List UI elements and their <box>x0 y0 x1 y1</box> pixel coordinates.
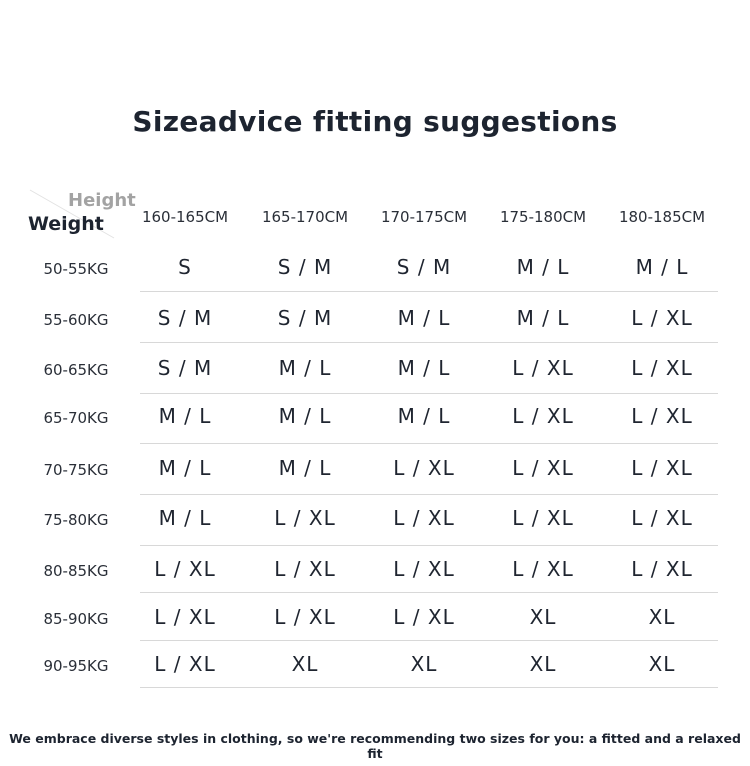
row-header-weight: 50-55KG <box>43 260 109 278</box>
row-header-weight: 80-85KG <box>43 562 109 580</box>
column-header-height: 165-170CM <box>261 208 349 226</box>
size-cell: M / L <box>278 356 332 380</box>
size-cell: L / XL <box>154 605 216 629</box>
size-cell: L / XL <box>631 404 693 428</box>
table-corner-header <box>28 186 138 240</box>
size-cell: M / L <box>397 306 451 330</box>
size-cell: L / XL <box>631 306 693 330</box>
row-divider <box>140 640 718 641</box>
row-divider <box>140 443 718 444</box>
row-divider <box>140 687 718 688</box>
size-cell: M / L <box>397 404 451 428</box>
size-cell: L / XL <box>393 605 455 629</box>
size-cell: XL <box>648 605 676 629</box>
size-cell: L / XL <box>393 506 455 530</box>
size-cell: L / XL <box>393 456 455 480</box>
size-cell: L / XL <box>154 652 216 676</box>
row-header-weight: 90-95KG <box>43 657 109 675</box>
row-divider <box>140 494 718 495</box>
size-cell: XL <box>529 605 557 629</box>
size-cell: XL <box>410 652 438 676</box>
size-cell: S / M <box>277 306 333 330</box>
size-cell: M / L <box>278 456 332 480</box>
row-header-weight: 85-90KG <box>43 610 109 628</box>
row-divider <box>140 393 718 394</box>
size-cell: S / M <box>157 306 213 330</box>
size-cell: L / XL <box>512 404 574 428</box>
size-cell: L / XL <box>274 605 336 629</box>
column-header-height: 180-185CM <box>618 208 706 226</box>
size-cell: L / XL <box>393 557 455 581</box>
size-cell: M / L <box>516 255 570 279</box>
size-cell: M / L <box>397 356 451 380</box>
size-cell: L / XL <box>631 557 693 581</box>
size-cell: M / L <box>158 456 212 480</box>
size-cell: L / XL <box>512 557 574 581</box>
row-divider <box>140 592 718 593</box>
size-cell: S <box>178 255 192 279</box>
row-divider <box>140 545 718 546</box>
size-cell: L / XL <box>274 557 336 581</box>
size-cell: L / XL <box>631 356 693 380</box>
row-header-weight: 60-65KG <box>43 361 109 379</box>
row-divider <box>140 342 718 343</box>
size-cell: XL <box>291 652 319 676</box>
size-cell: L / XL <box>154 557 216 581</box>
size-cell: L / XL <box>512 456 574 480</box>
column-header-height: 160-165CM <box>141 208 229 226</box>
height-axis-label: Height <box>68 190 136 211</box>
column-header-height: 170-175CM <box>380 208 468 226</box>
row-divider <box>140 291 718 292</box>
size-cell: L / XL <box>631 506 693 530</box>
size-cell: M / L <box>635 255 689 279</box>
row-header-weight: 65-70KG <box>43 409 109 427</box>
size-cell: L / XL <box>512 356 574 380</box>
size-cell: M / L <box>278 404 332 428</box>
page-title: Sizeadvice fitting suggestions <box>132 105 618 138</box>
size-cell: L / XL <box>512 506 574 530</box>
footer-note: We embrace diverse styles in clothing, so we're recommending two sizes for you: a fitted and a relaxed fit <box>9 731 741 761</box>
row-header-weight: 75-80KG <box>43 511 109 529</box>
row-header-weight: 70-75KG <box>43 461 109 479</box>
row-header-weight: 55-60KG <box>43 311 109 329</box>
size-cell: M / L <box>158 404 212 428</box>
column-header-height: 175-180CM <box>499 208 587 226</box>
size-cell: XL <box>529 652 557 676</box>
size-cell: S / M <box>396 255 452 279</box>
size-cell: M / L <box>516 306 570 330</box>
size-cell: M / L <box>158 506 212 530</box>
weight-axis-label: Weight <box>28 213 104 235</box>
size-cell: XL <box>648 652 676 676</box>
size-cell: L / XL <box>631 456 693 480</box>
size-cell: S / M <box>157 356 213 380</box>
size-cell: L / XL <box>274 506 336 530</box>
size-cell: S / M <box>277 255 333 279</box>
